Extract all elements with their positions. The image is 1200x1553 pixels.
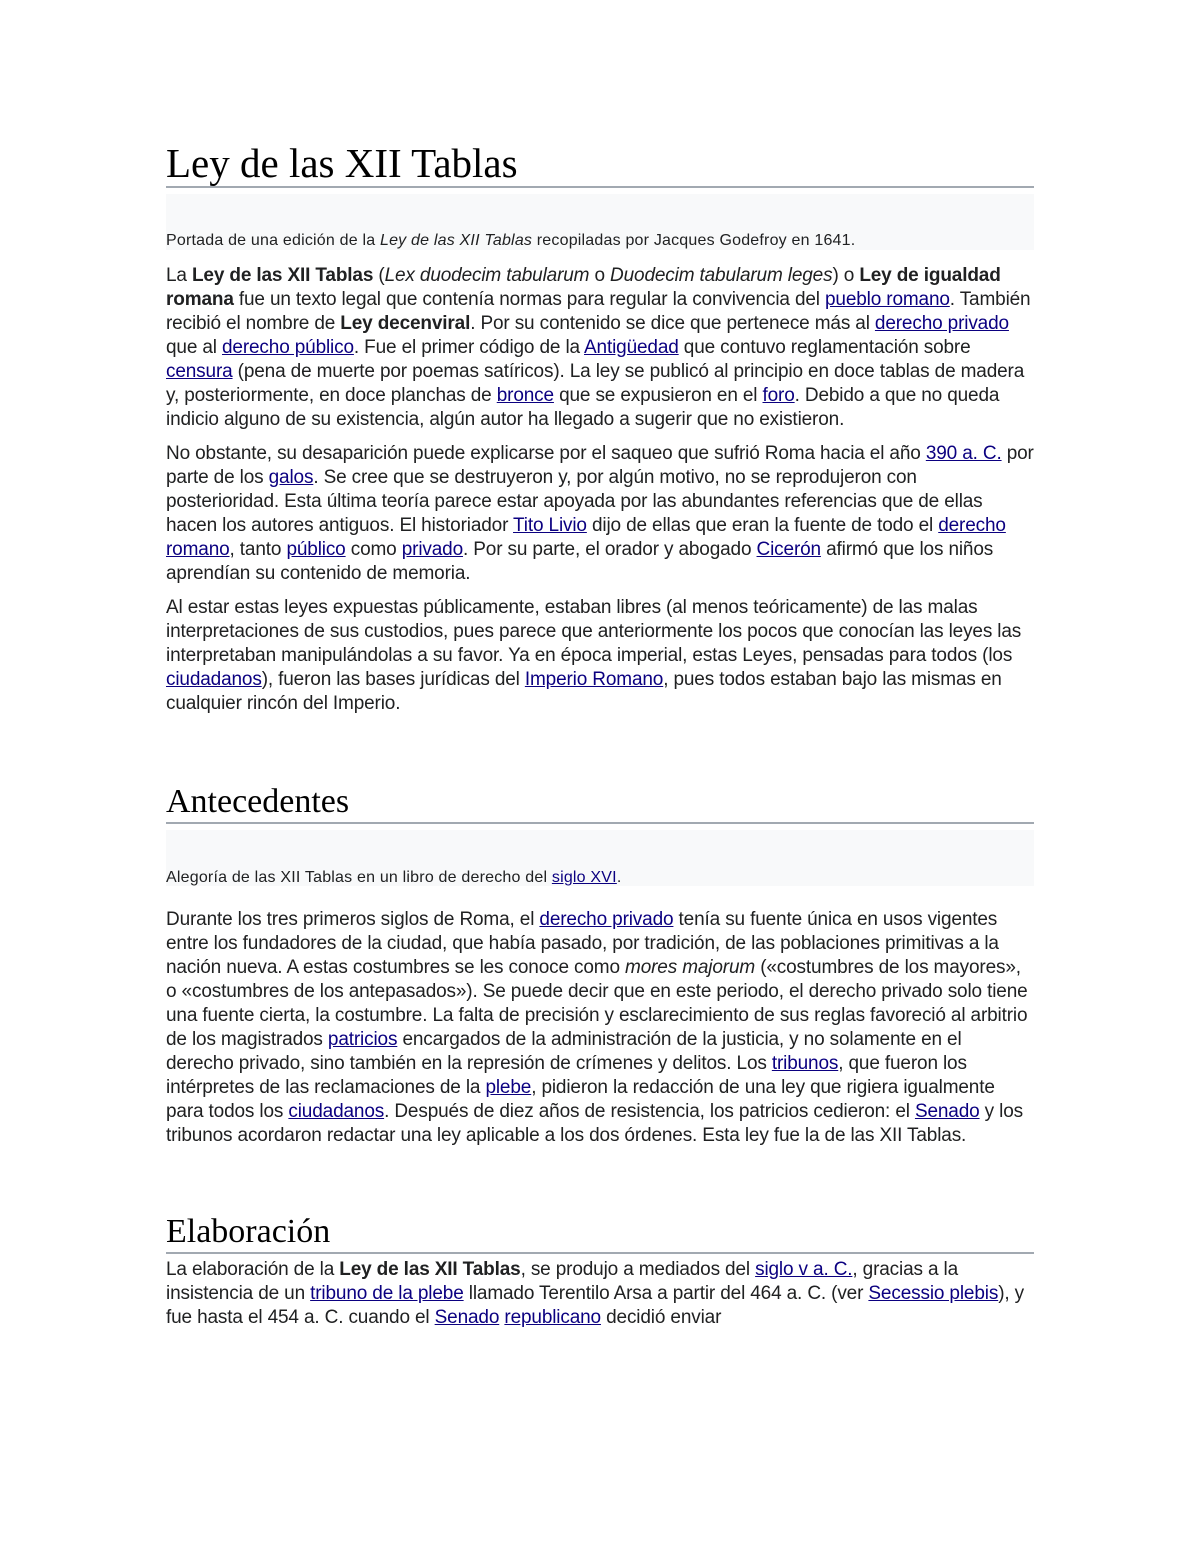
- page-title: Ley de las XII Tablas: [166, 140, 1034, 188]
- link-siglo-v-ac[interactable]: siglo v a. C.: [755, 1259, 853, 1280]
- link-plebe[interactable]: plebe: [485, 1077, 532, 1098]
- link-pueblo-romano[interactable]: pueblo romano: [824, 289, 950, 310]
- figure-caption-box-2: [166, 830, 1034, 886]
- link-derecho-privado-2[interactable]: derecho privado: [539, 909, 674, 930]
- figure-caption-box: [166, 194, 1034, 250]
- link-secessio-plebis[interactable]: Secessio plebis: [868, 1283, 999, 1304]
- link-derecho-publico[interactable]: derecho público: [222, 337, 354, 358]
- link-senado[interactable]: Senado: [914, 1101, 980, 1122]
- link-antiguedad[interactable]: Antigüedad: [584, 337, 679, 358]
- section-heading-antecedentes: Antecedentes: [166, 782, 1034, 824]
- paragraph-3: Al estar estas leyes expuestas públicamente, estaban libres (al menos teóricamente) de las malas interpretaciones de sus custodios, pues parece que anteriormente los pocos que conocían las leyes las interpretaban manipulándolas a su favor. Ya en época imperial, estas Leyes, pensadas para todos (los ciudadanos), fueron las bases jurídicas del Imperio Romano, pues todos estaban bajo las mismas en cualquier rincón del Imperio.: [166, 597, 1022, 714]
- link-derecho-privado[interactable]: derecho privado: [874, 313, 1009, 334]
- intro-paragraph: La Ley de las XII Tablas (Lex duodecim tabularum o Duodecim tabularum leges) o Ley de igualdad romana fue un texto legal que contenía normas para regular la convivencia del pueblo romano. También recibió el nombre de Ley decenviral. Por su contenido se dice que pertenece más al derecho privado que al derecho público. Fue el primer código de la Antigüedad que contuvo reglamentación sobre censura (pena de muerte por poemas satíricos). La ley se publicó al principio en doce tablas de madera y, posteriormente, en doce planchas de bronce que se expusieron en el foro. Debido a que no queda indicio alguno de su existencia, algún autor ha llegado a sugerir que no existieron.: [166, 265, 1031, 430]
- paragraph-elaboracion: La elaboración de la Ley de las XII Tablas, se produjo a mediados del siglo v a. C., gracias a la insistencia de un tribuno de la plebe llamado Terentilo Arsa a partir del 464 a. C. (ver Secessio plebis), y fue hasta el 454 a. C. cuando el Senado republicano decidió enviar: [166, 1259, 1024, 1328]
- section-heading-elaboracion: Elaboración: [166, 1212, 1034, 1254]
- paragraph-antecedentes: Durante los tres primeros siglos de Roma, el derecho privado tenía su fuente única en usos vigentes entre los fundadores de la ciudad, que había pasado, por tradición, de las poblaciones primitivas a la nación nueva. A estas costumbres se les conoce como mores majorum («costumbres de los mayores», o «costumbres de los antepasados»). Se puede decir que en este periodo, el derecho privado solo tiene una fuente cierta, la costumbre. La falta de precisión y esclarecimiento de sus reglas favoreció al arbitrio de los magistrados patricios encargados de la administración de la justicia, y no solamente en el derecho privado, sino también en la represión de crímenes y delitos. Los tribunos, que fueron los intérpretes de las reclamaciones de la plebe, pidieron la redacción de una ley que rigiera igualmente para todos los ciudadanos. Después de diez años de resistencia, los patricios cedieron: el Senado y los tribunos acordaron redactar una ley aplicable a los dos órdenes. Esta ley fue la de las XII Tablas.: [166, 909, 1028, 1146]
- link-republicano[interactable]: republicano: [504, 1307, 601, 1328]
- figure-caption: Portada de una edición de la Ley de las XII Tablas recopiladas por Jacques Godefroy en 1641.: [166, 232, 856, 249]
- paragraph-2: No obstante, su desaparición puede explicarse por el saqueo que sufrió Roma hacia el año 390 a. C. por parte de los galos. Se cree que se destruyeron y, por algún motivo, no se reprodujeron con posterioridad. Esta última teoría parece estar apoyada por las abundantes referencias que de ellas hacen los autores antiguos. El historiador Tito Livio dijo de ellas que eran la fuente de todo el derecho romano, tanto público como privado. Por su parte, el orador y abogado Cicerón afirmó que los niños aprendían su contenido de memoria.: [166, 443, 1034, 584]
- article: [166, 140, 1034, 1330]
- link-derecho-romano[interactable]: derecho romano: [166, 515, 1006, 560]
- link-tribuno-de-la-plebe[interactable]: tribuno de la plebe: [310, 1283, 464, 1304]
- link-patricios[interactable]: patricios: [327, 1029, 398, 1050]
- figure-caption-2: Alegoría de las XII Tablas en un libro de derecho del siglo XVI.: [166, 869, 622, 886]
- link-imperio-romano[interactable]: Imperio Romano: [524, 669, 664, 690]
- link-ciudadanos-2[interactable]: ciudadanos: [288, 1101, 385, 1122]
- link-galos[interactable]: galos: [268, 467, 314, 488]
- link-tribunos[interactable]: tribunos: [771, 1053, 839, 1074]
- link-bronce[interactable]: bronce: [496, 385, 554, 406]
- link-censura[interactable]: censura: [166, 361, 233, 382]
- link-senado-2[interactable]: Senado: [434, 1307, 500, 1328]
- link-ciudadanos[interactable]: ciudadanos: [166, 669, 262, 690]
- link-390-ac[interactable]: 390 a. C.: [925, 443, 1002, 464]
- link-ciceron[interactable]: Cicerón: [756, 539, 821, 560]
- link-privado[interactable]: privado: [401, 539, 464, 560]
- link-foro[interactable]: foro: [762, 385, 795, 406]
- link-publico[interactable]: público: [286, 539, 346, 560]
- link-siglo-xvi[interactable]: siglo XVI: [551, 869, 617, 886]
- link-tito-livio[interactable]: Tito Livio: [513, 515, 587, 536]
